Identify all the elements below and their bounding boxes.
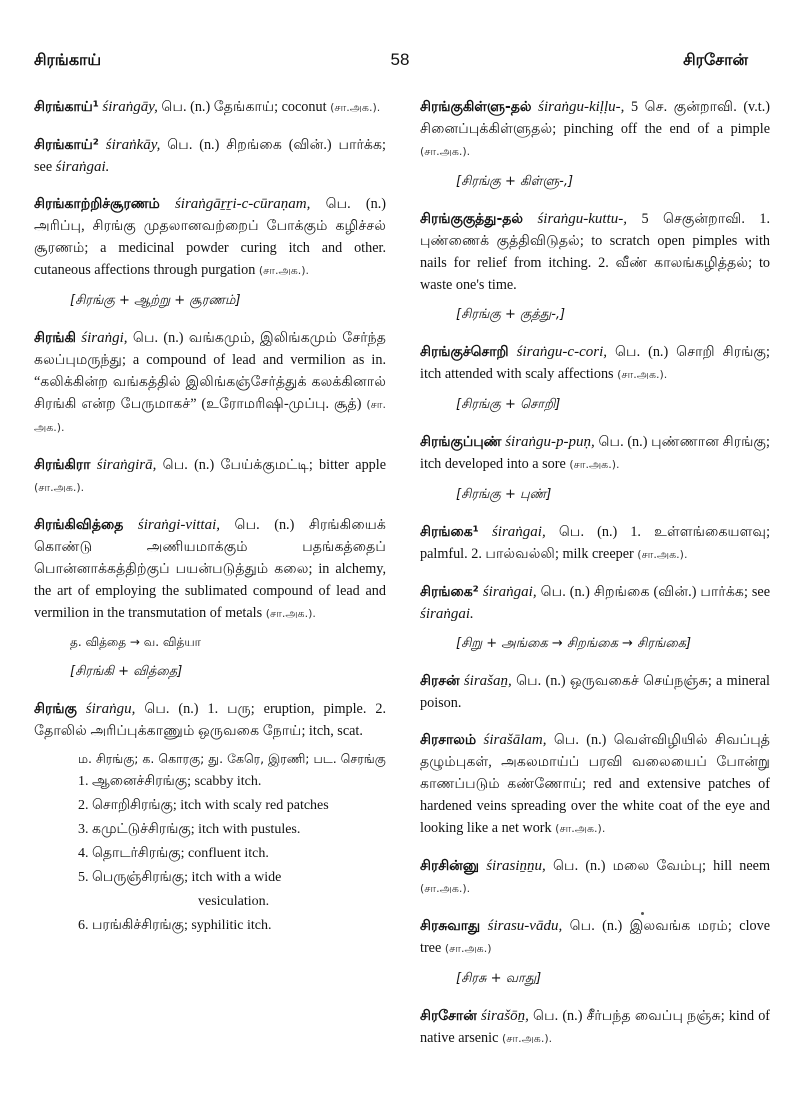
definition: பெ. (n.) 1. உள்ளங்கையளவு; palmful. 2. பால்வல்லி; milk creeper <box>420 524 771 562</box>
definition: பெ. (n.) சிறங்கை (வின்.) பார்க்க; see <box>540 584 771 600</box>
etymology: [சிரசு + வாது] <box>456 971 542 986</box>
source-ref: (சா.அக.). <box>501 1032 553 1045</box>
entry-siranGgukuttu <box>420 208 770 326</box>
definition: பெ. (n.) சிரங்கியைக் கொண்டு அணியமாக்கும் பதங்கத்தைப் பொன்னாக்கத்திற்குப் பயன்படுத்தும் கலை; in alchemy, the art of employing the sublimated compound of lead and vermilion in the transmutation of metals <box>34 517 387 621</box>
stray-print-mark <box>641 912 644 915</box>
source-ref: (சா. அக.). <box>34 398 386 434</box>
right-column <box>420 96 770 1065</box>
headword: சிரங்கிரா <box>34 457 91 473</box>
transliteration: śiraṅgu-kuttu-, <box>537 211 628 227</box>
sub-sense: 3. கமுட்டுச்சிரங்கு; itch with pustules. <box>78 822 301 837</box>
transliteration: śiraṅgu-p-puṇ, <box>505 434 595 450</box>
headword: சிரங்காற்றிச்சூரணம் <box>34 196 160 212</box>
headword: சிரங்குப்புண் <box>420 434 502 450</box>
source-ref: (சா.அக.). <box>258 264 310 277</box>
entry-siranGgai-2 <box>420 581 770 655</box>
etymology: [சிறு + அங்கை → சிறங்கை → சிரங்கை] <box>456 636 692 651</box>
entry-sirasinnu <box>420 855 770 900</box>
headword: சிரங்குகுத்து-தல் <box>420 211 523 227</box>
entry-siranGguchchori <box>420 341 770 416</box>
transliteration: śiraṅgāṟṟi-c-cūraṇam, <box>174 196 311 212</box>
cognates: ம. சிரங்கு; க. கொரகு; து. கேரெ, இரணி; பட. செரங்கு <box>78 751 386 766</box>
transliteration: śirašālam, <box>483 732 547 748</box>
definition: பெ. (n.) தேங்காய்; coconut <box>161 99 327 115</box>
sub-sense-continuation: vesiculation. <box>198 894 270 909</box>
source-ref: (சா.அக.). <box>569 458 620 471</box>
entry-siranGguppun <box>420 431 770 506</box>
entry-siranGkaay-2 <box>34 134 386 178</box>
headword: சிரங்கு <box>34 701 77 717</box>
headword: சிரங்கை² <box>420 584 479 600</box>
definition: 5 செகுன்றாவி. 1. புண்ணைக் குத்திவிடுதல்; to scratch open pimples with nails for relief from itching. 2. வீண் காலங்கழித்தல்; to waste one's time. <box>420 211 770 293</box>
definition: பெ. (n.) சொறி சிரங்கு; itch attended with scaly affections <box>420 344 771 382</box>
etymology: [சிரங்கு + கிள்ளு-,] <box>456 174 574 189</box>
headword: சிரங்காய்¹ <box>34 99 99 115</box>
cross-reference: śiraṅgai. <box>55 159 110 175</box>
source-ref: (சா.அக.). <box>265 607 316 620</box>
page-number: 58 <box>390 50 410 69</box>
source-ref: (சா.அக.). <box>637 548 688 561</box>
definition: பெ. (n.) மலை வேம்பு; hill neem <box>553 858 771 874</box>
headword: சிரங்கி <box>34 330 76 346</box>
transliteration: śiraṅgirā, <box>96 457 157 473</box>
etymology: [சிரங்கு + ஆற்று + சூரணம்] <box>70 293 241 308</box>
entry-siranGgu <box>34 698 386 938</box>
running-head-left: சிரங்காய் <box>34 50 102 69</box>
sub-sense: 2. சொறிசிரங்கு; itch with scaly red patches <box>78 798 329 813</box>
entry-siranGgai-1 <box>420 521 770 566</box>
headword: சிரங்கிவித்தை <box>34 517 124 533</box>
etymology: [சிரங்கு + புண்] <box>456 487 552 502</box>
definition: பெ. (n.) ஒருவகைச் செய்நஞ்சு; a mineral poison. <box>420 673 770 711</box>
entry-sirasaalam <box>420 729 770 840</box>
headword: சிரசன் <box>420 673 460 689</box>
sub-sense: 4. தொடர்சிரங்கு; confluent itch. <box>78 846 269 861</box>
definition: பெ. (n.) பேய்க்குமட்டி; bitter apple <box>162 457 386 473</box>
headword: சிரங்காய்² <box>34 137 99 153</box>
transliteration: śirašōṉ, <box>480 1008 529 1024</box>
source-ref: (சா.அக.). <box>420 882 471 895</box>
entry-sirasuvaadu <box>420 915 770 990</box>
entry-sirasan <box>420 670 770 714</box>
definition: பெ. (n.) சீர்பந்த வைப்பு நஞ்சு; kind of native arsenic <box>420 1008 771 1046</box>
definition: பெ. (n.) வெள்விழியில் சிவப்புத் தழும்புகள், அகலமாய்ப் பரவி வலையைப் போன்று காணப்படும் கண்ணோய்; red and extensive patches of hardened veins spreading over the white coat of the eye and looking like a net work <box>420 732 771 836</box>
entry-siranGgaay-1 <box>34 96 386 119</box>
entry-siranGgaarrichchuranam <box>34 193 386 312</box>
entry-siranGgivittai <box>34 514 386 683</box>
transliteration: śiraṅgi, <box>81 330 128 346</box>
definition: பெ. (n.) சிறங்கை (வின்.) பார்க்க; see <box>34 137 387 175</box>
headword: சிரங்கை¹ <box>420 524 479 540</box>
headword: சிரங்குச்சொறி <box>420 344 509 360</box>
source-ref: (சா.அக.). <box>330 101 381 114</box>
etymology: [சிரங்கி + வித்தை] <box>70 664 183 679</box>
left-column <box>34 96 386 953</box>
transliteration: śiraṅgu-c-cori, <box>516 344 607 360</box>
definition: பெ. (n.) அரிப்பு, சிரங்கு முதலானவற்றைப் போக்கும் கழிச்சல் சூரணம்; a medicinal powder curing itch and other. cutaneous affections through purgation <box>34 196 386 278</box>
entry-sirasoon <box>420 1005 770 1050</box>
definition: பெ. (n.) புண்ணான சிரங்கு; itch developed into a sore <box>420 434 770 472</box>
running-head-right: சிரசோன் <box>683 50 748 69</box>
headword: சிரசாலம் <box>420 732 477 748</box>
etymology: [சிரங்கு + சொறி] <box>456 397 561 412</box>
definition: பெ. (n.) வங்கமும், இலிங்கமும் சேர்ந்த கலப்புமருந்து; a compound of lead and vermilion as in. “கலிக்கின்ற வங்கத்தில் இலிங்கஞ்சேர்த்துக் கலக்கினால் சிரங்கி என்ற பேருமாகச்” (உரோமரிஷி-முப்பு. சூத்) <box>34 330 386 412</box>
borrowing-note: த. வித்தை → வ. வித்யா <box>70 635 201 649</box>
transliteration: śiraṅgi-vittai, <box>137 517 220 533</box>
transliteration: śiraṅgai, <box>482 584 537 600</box>
transliteration: śirasiṉṉu, <box>486 858 546 874</box>
source-ref: (சா.அக.). <box>420 145 471 158</box>
sub-sense: 5. பெருஞ்சிரங்கு; itch with a wide <box>78 870 282 885</box>
source-ref: (சா.அக.) <box>444 942 492 955</box>
headword: சிரசோன் <box>420 1008 477 1024</box>
entry-siranGgi <box>34 327 386 439</box>
definition: பெ. (n.) 1. பரு; eruption, pimple. 2. தோலில் அரிப்புக்காணும் ஒருவகை நோய்; itch, scat. <box>34 701 386 739</box>
transliteration: śiraṅkāy, <box>105 137 161 153</box>
headword: சிரங்குகிள்ளு-தல் <box>420 99 532 115</box>
source-ref: (சா.அக.). <box>617 368 668 381</box>
definition: பெ. (n.) இலவங்க மரம்; clove tree <box>420 918 771 956</box>
transliteration: śiraṅgu, <box>85 701 136 717</box>
transliteration: śirasu-vādu, <box>487 918 563 934</box>
sub-sense: 6. பரங்கிச்சிரங்கு; syphilitic itch. <box>78 918 272 933</box>
source-ref: (சா.அக.). <box>555 822 606 835</box>
headword: சிரசுவாது <box>420 918 481 934</box>
transliteration: śiraṅgai, <box>491 524 546 540</box>
source-ref: (சா.அக.). <box>34 481 85 494</box>
definition: 5 செ. குன்றாவி. (v.t.) சினைப்புக்கிள்ளுதல்; pinching off the end of a pimple <box>420 99 770 137</box>
sub-sense: 1. ஆனைச்சிரங்கு; scabby itch. <box>78 774 262 789</box>
transliteration: śirašaṉ, <box>463 673 512 689</box>
entry-siranGgukillu <box>420 96 770 193</box>
headword: சிரசின்னு <box>420 858 479 874</box>
entry-siranGgiraa <box>34 454 386 499</box>
transliteration: śiraṅgu-kiḷḷu-, <box>538 99 625 115</box>
etymology: [சிரங்கு + குத்து-,] <box>456 307 566 322</box>
transliteration: śiraṅgāy, <box>102 99 158 115</box>
cross-reference: śiraṅgai. <box>420 606 474 622</box>
